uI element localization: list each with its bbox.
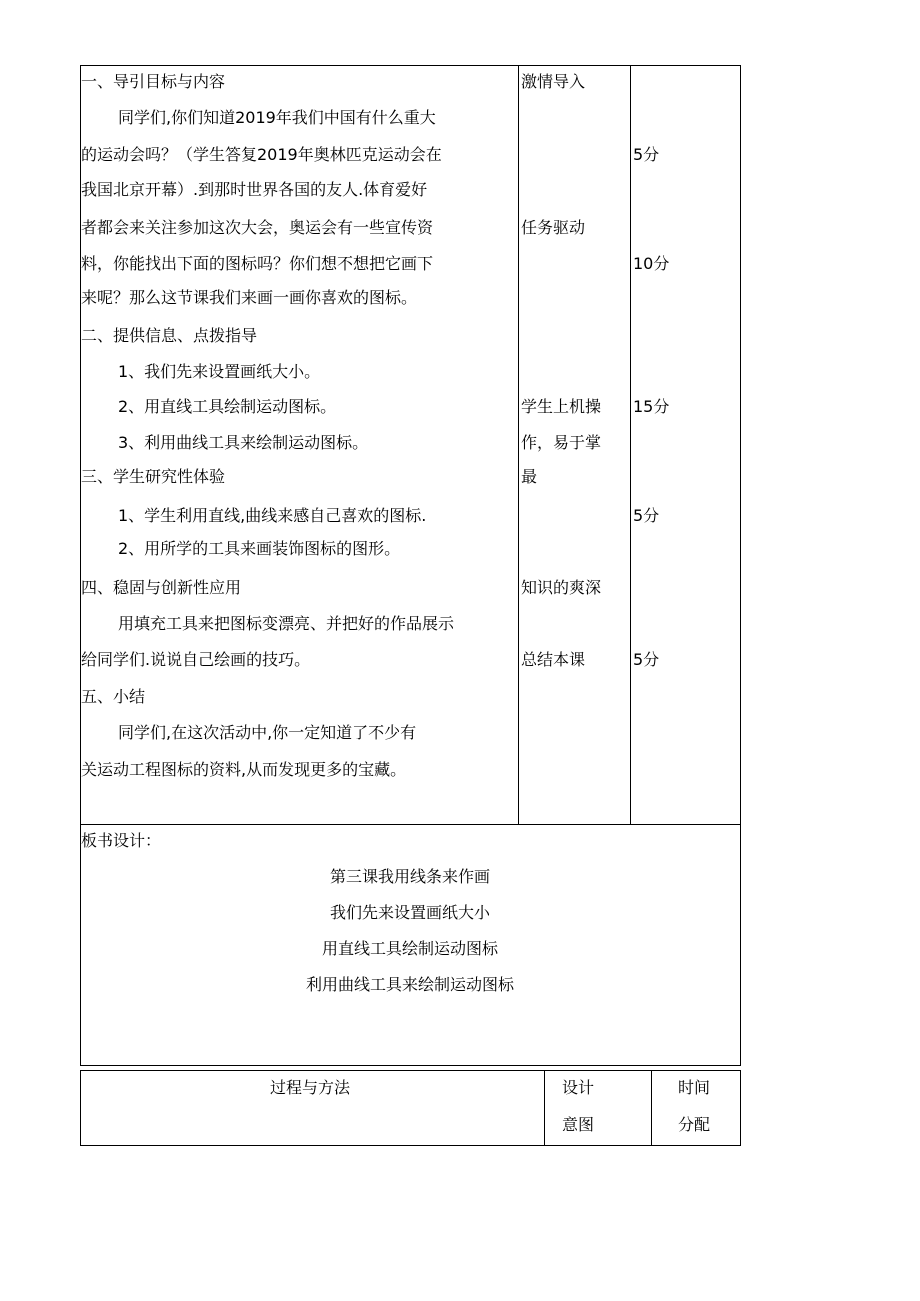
footer-time-header: 时间 (678, 1078, 711, 1097)
content-line: 给同学们.说说自己绘画的技巧。 (81, 650, 311, 669)
intent-label: 学生上机操 (521, 397, 602, 416)
content-line: 的运动会吗？（学生答复2019年奥林匹克运动会在 (81, 145, 442, 164)
content-line: 者都会来关注参加这次大会，奥运会有一些宣传资 (81, 218, 434, 237)
content-line: 2、用直线工具绘制运动图标。 (118, 397, 337, 416)
content-line: 我国北京开幕）.到那时世界各国的友人.体育爱好 (81, 180, 428, 199)
intent-label: 激情导入 (521, 72, 586, 91)
content-line: 1、学生利用直线,曲线来感自己喜欢的图标. (118, 506, 427, 525)
intent-label: 总结本课 (521, 650, 586, 669)
footer-table (80, 1070, 741, 1146)
content-line: 同学们,你们知道2019年我们中国有什么重大 (118, 108, 436, 127)
intent-label: 知识的爽深 (521, 578, 602, 597)
intent-label: 任务驱动 (521, 218, 586, 237)
time-value: 5分 (633, 506, 660, 525)
section-heading-3: 三、学生研究性体验 (81, 467, 226, 486)
content-line: 关运动工程图标的资料,从而发现更多的宝藏。 (81, 760, 407, 779)
column-divider-content (518, 65, 519, 824)
board-design-line: 利用曲线工具来绘制运动图标 (305, 975, 514, 994)
intent-label: 最 (521, 467, 538, 486)
footer-intent-header: 设计 (562, 1078, 595, 1097)
footer-intent-header: 意图 (562, 1115, 595, 1134)
time-value: 5分 (633, 145, 660, 164)
intent-label: 作，易于掌 (521, 433, 602, 452)
footer-process-header: 过程与方法 (270, 1078, 351, 1097)
content-line: 1、我们先来设置画纸大小。 (118, 362, 321, 381)
section-heading-2: 二、提供信息、点拨指导 (81, 326, 258, 345)
content-line: 3、利用曲线工具来绘制运动图标。 (118, 433, 369, 452)
time-value: 15分 (633, 397, 670, 416)
content-line: 料，你能找出下面的图标吗？你们想不想把它画下 (81, 254, 434, 273)
board-design-line: 我们先来设置画纸大小 (329, 903, 490, 922)
footer-time-header: 分配 (678, 1115, 711, 1134)
content-line: 来呢？那么这节课我们来画一画你喜欢的图标。 (81, 288, 418, 307)
content-line: 同学们,在这次活动中,你一定知道了不少有 (118, 723, 417, 742)
footer-divider-intent (651, 1070, 652, 1145)
column-divider-intent (630, 65, 631, 824)
board-design-line: 用直线工具绘制运动图标 (321, 939, 498, 958)
section-heading-1: 一、导引目标与内容 (81, 72, 226, 91)
section-heading-5: 五、小结 (81, 687, 146, 706)
content-line: 2、用所学的工具来画装饰图标的图形。 (118, 539, 401, 558)
content-line: 用填充工具来把图标变漂亮、并把好的作品展示 (118, 614, 455, 633)
footer-divider-process (544, 1070, 545, 1145)
time-value: 10分 (633, 254, 670, 273)
board-design-label: 板书设计： (81, 831, 162, 850)
section-heading-4: 四、稳固与创新性应用 (81, 578, 242, 597)
time-value: 5分 (633, 650, 660, 669)
board-design-title: 第三课我用线条来作画 (329, 867, 490, 886)
